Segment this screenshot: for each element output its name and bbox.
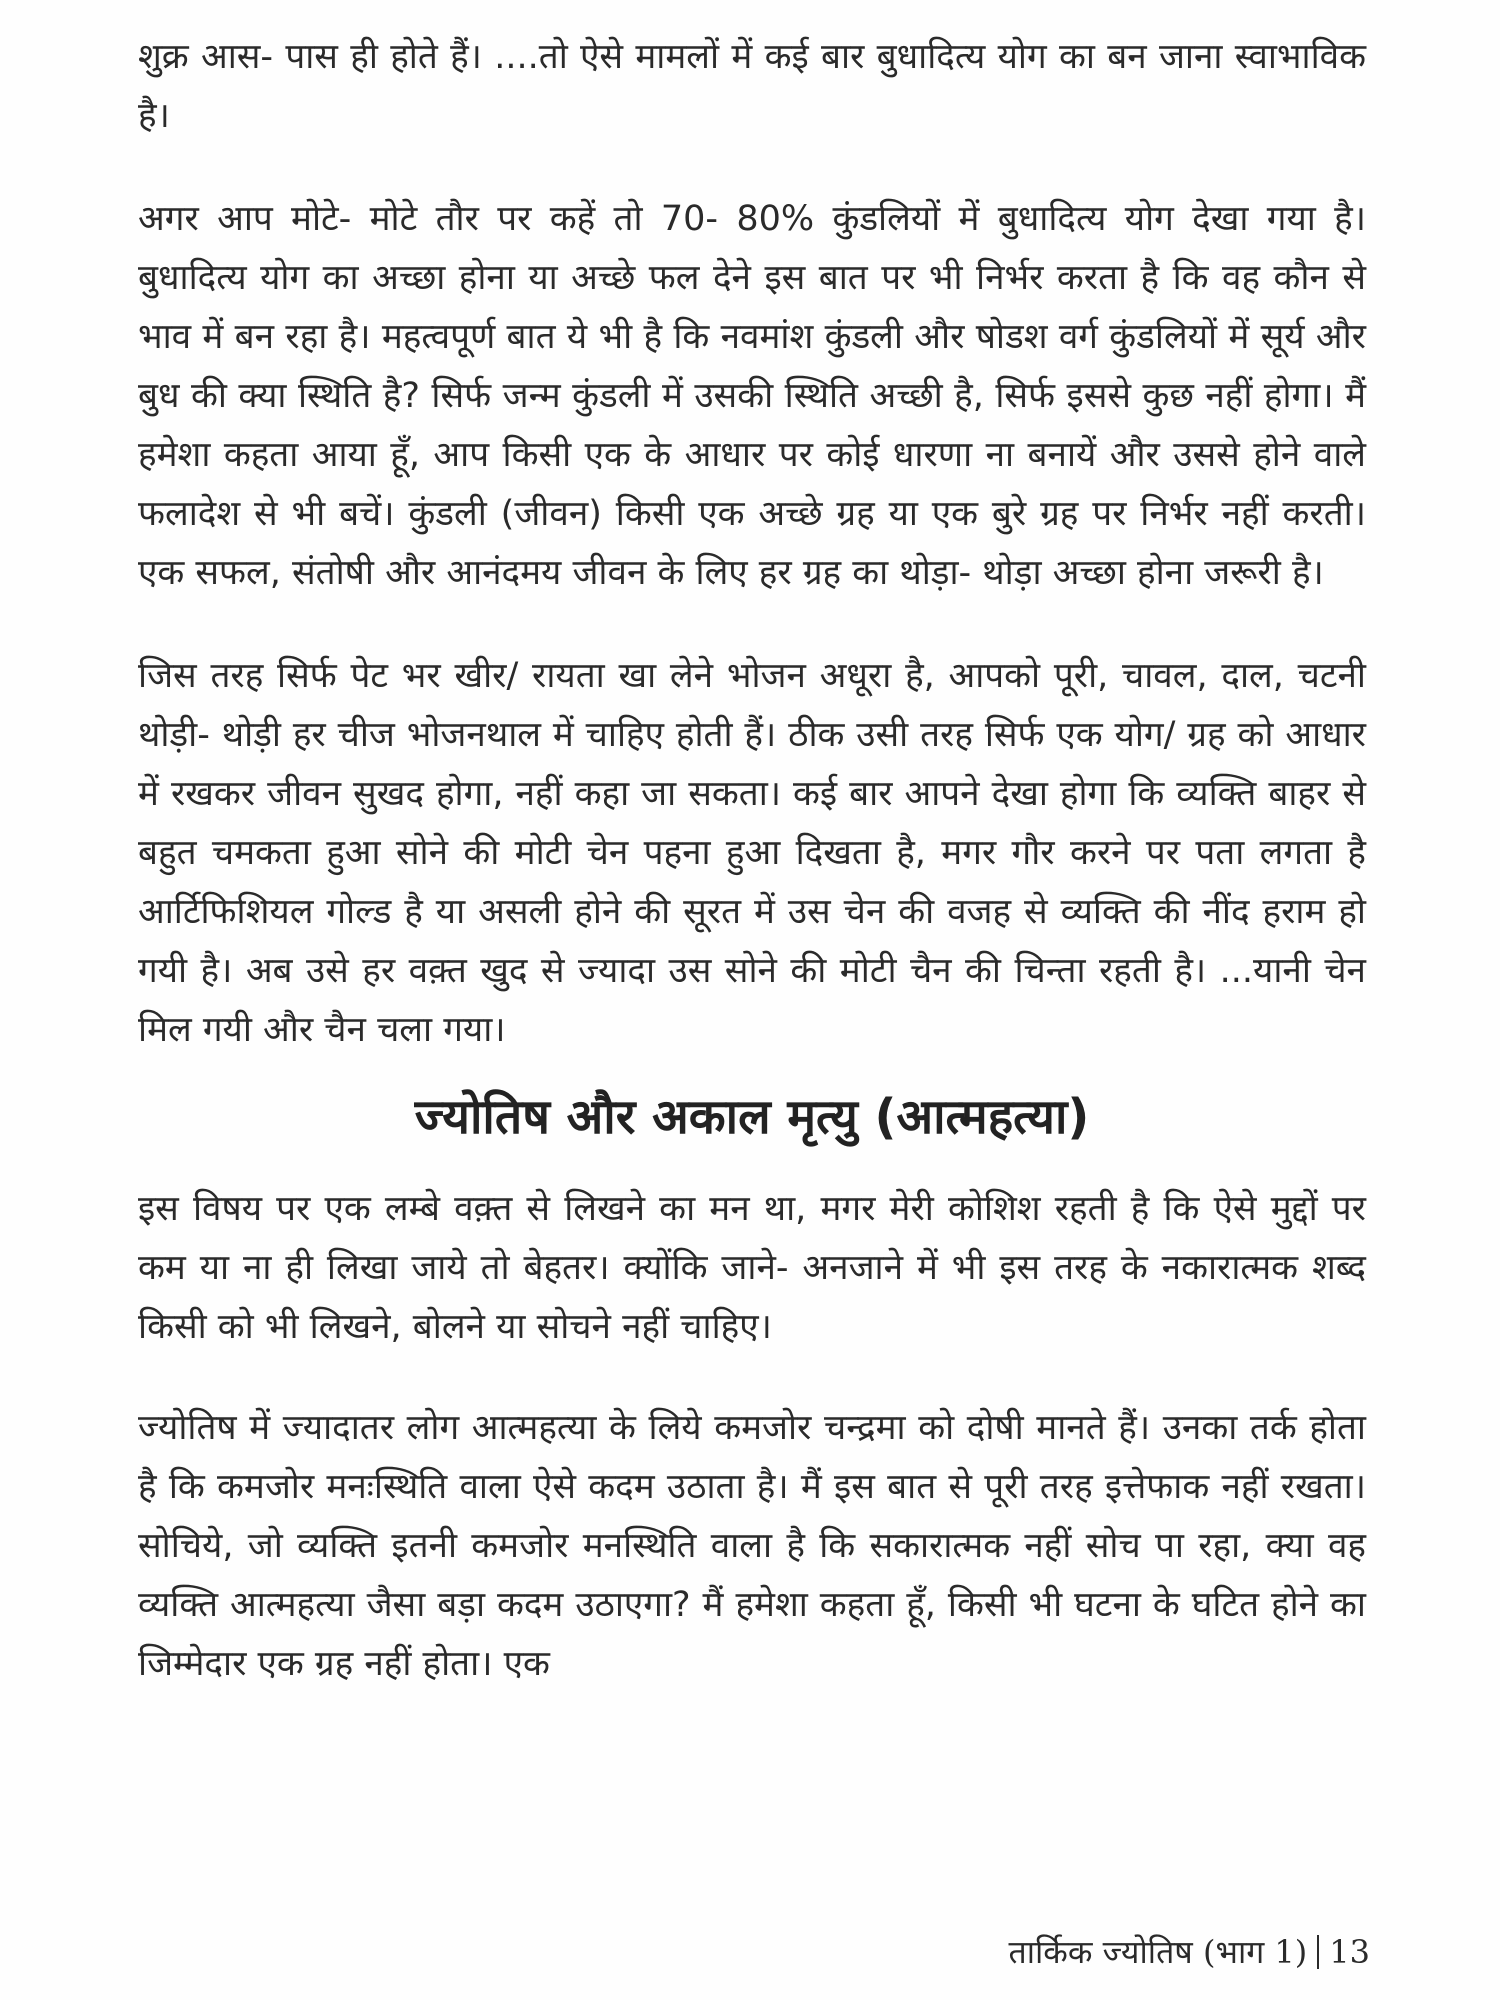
paragraph-4: इस विषय पर एक लम्बे वक़्त से लिखने का मन था, मगर मेरी कोशिश रहती है कि ऐसे मुद्दों पर कम या ना ही लिखा जाये तो बेहतर। क्योंकि जाने- अनजाने में भी इस तरह के नकारात्मक शब्द किसी को भी लिखने, बोलने या सोचने नहीं चाहिए। (138, 1189, 1366, 1347)
page-number: 13 (1329, 1933, 1370, 1971)
section-heading: ज्योतिष और अकाल मृत्यु (आत्महत्या) (414, 1089, 1090, 1145)
paragraph-2: अगर आप मोटे- मोटे तौर पर कहें तो 70- 80% कुंडलियों में बुधादित्य योग देखा गया है। बुधादित्य योग का अच्छा होना या अच्छे फल देने इस बात पर भी निर्भर करता है कि वह कौन से भाव में बन रहा है। महत्वपूर्ण बात ये भी है कि नवमांश कुंडली और षोडश वर्ग कुंडलियों में सूर्य और बुध की क्या स्थिति है? सिर्फ जन्म कुंडली में उसकी स्थिति अच्छी है, सिर्फ इससे कुछ नहीं होगा। मैं हमेशा कहता आया हूँ, आप किसी एक के आधार पर कोई धारणा ना बनायें और उससे होने वाले फलादेश से भी बचें। कुंडली (जीवन) किसी एक अच्छे ग्रह या एक बुरे ग्रह पर निर्भर नहीं करती। एक सफल, संतोषी और आनंदमय जीवन के लिए हर ग्रह का थोड़ा- थोड़ा अच्छा होना जरूरी है। (138, 199, 1366, 593)
footer-separator (1317, 1935, 1319, 1969)
page-footer (1008, 1932, 1370, 1972)
paragraph-5: ज्योतिष में ज्यादातर लोग आत्महत्या के लिये कमजोर चन्द्रमा को दोषी मानते हैं। उनका तर्क होता है कि कमजोर मनःस्थिति वाला ऐसे कदम उठाता है। मैं इस बात से पूरी तरह इत्तेफाक नहीं रखता। सोचिये, जो व्यक्ति इतनी कमजोर मनस्थिति वाला है कि सकारात्मक नहीं सोच पा रहा, क्या वह व्यक्ति आत्महत्या जैसा बड़ा कदम उठाएगा? मैं हमेशा कहता हूँ, किसी भी घटना के घटित होने का जिम्मेदार एक ग्रह नहीं होता। एक (138, 1408, 1366, 1684)
page-body (138, 28, 1366, 1736)
paragraph-1: शुक्र आस- पास ही होते हैं। ....तो ऐसे मामलों में कई बार बुधादित्य योग का बन जाना स्वाभाविक है। (138, 37, 1366, 136)
book-title: तार्किक ज्योतिष (भाग 1) (1008, 1933, 1308, 1971)
paragraph-3: जिस तरह सिर्फ पेट भर खीर/ रायता खा लेने भोजन अधूरा है, आपको पूरी, चावल, दाल, चटनी थोड़ी- थोड़ी हर चीज भोजनथाल में चाहिए होती हैं। ठीक उसी तरह सिर्फ एक योग/ ग्रह को आधार में रखकर जीवन सुखद होगा, नहीं कहा जा सकता। कई बार आपने देखा होगा कि व्यक्ति बाहर से बहुत चमकता हुआ सोने की मोटी चेन पहना हुआ दिखता है, मगर गौर करने पर पता लगता है आर्टिफिशियल गोल्ड है या असली होने की सूरत में उस चेन की वजह से व्यक्ति की नींद हराम हो गयी है। अब उसे हर वक़्त खुद से ज्यादा उस सोने की मोटी चैन की चिन्ता रहती है। ...यानी चेन मिल गयी और चैन चला गया। (138, 656, 1366, 1050)
